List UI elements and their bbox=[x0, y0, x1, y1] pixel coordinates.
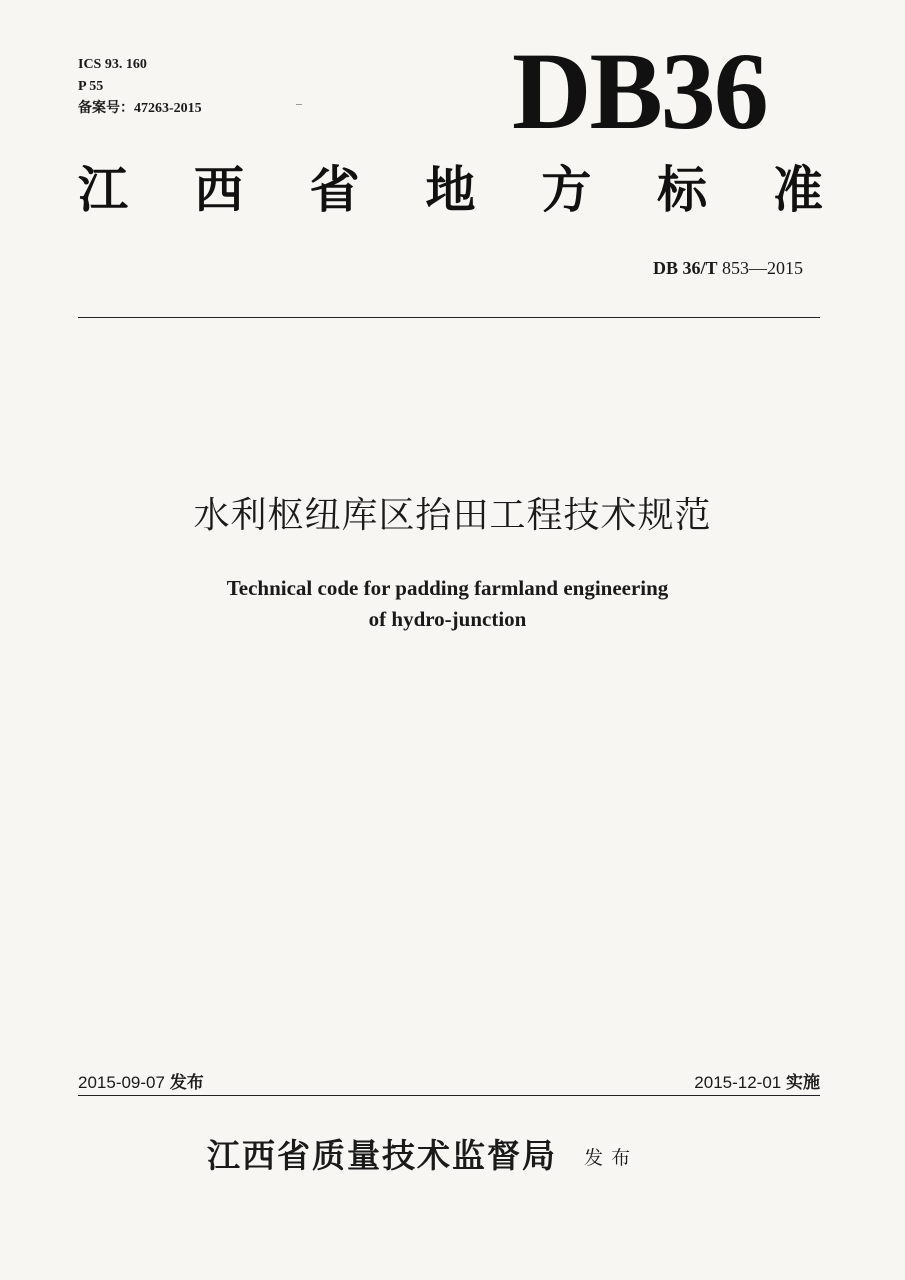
title-english bbox=[0, 573, 895, 635]
issuer-action: 发布 bbox=[584, 1147, 639, 1169]
title-english-line1: Technical code for padding farmland engineering bbox=[226, 576, 669, 600]
implement-label: 实施 bbox=[786, 1073, 820, 1093]
db-code-logo: DB36 bbox=[512, 30, 767, 152]
standard-number bbox=[653, 258, 803, 279]
ics-code: ICS 93. 160 bbox=[78, 57, 147, 72]
category-code: P 55 bbox=[78, 79, 104, 94]
record-number: 备案号：47263-2015 bbox=[78, 101, 202, 116]
standard-type-heading bbox=[78, 160, 823, 220]
bottom-divider bbox=[78, 1095, 820, 1096]
standard-type-char: 西 bbox=[193, 160, 244, 219]
standard-type-char: 地 bbox=[425, 160, 476, 219]
release-label: 发布 bbox=[169, 1073, 204, 1093]
release-date-block bbox=[78, 1068, 204, 1093]
classification-block bbox=[78, 54, 202, 120]
standard-number-suffix: 853—2015 bbox=[722, 258, 803, 278]
implement-date: 2015-12-01 bbox=[694, 1073, 782, 1092]
implement-date-block bbox=[694, 1068, 820, 1093]
issuer-organization: 江西省质量技术监督局 bbox=[207, 1136, 557, 1175]
standard-type-char: 省 bbox=[309, 160, 360, 219]
standard-type-char: 江 bbox=[78, 160, 128, 219]
release-date: 2015-09-07 bbox=[78, 1073, 165, 1092]
scan-speck bbox=[296, 104, 302, 105]
title-chinese: 水利枢纽库区抬田工程技术规范 bbox=[193, 495, 712, 536]
standard-type-char: 标 bbox=[657, 160, 708, 219]
title-english-line2: of hydro-junction bbox=[368, 607, 527, 631]
top-divider bbox=[78, 317, 820, 318]
standard-number-prefix: DB 36/T bbox=[652, 258, 718, 278]
standard-type-char: 方 bbox=[541, 160, 592, 219]
issuer-line bbox=[207, 1130, 638, 1177]
standard-type-char: 准 bbox=[772, 160, 823, 219]
